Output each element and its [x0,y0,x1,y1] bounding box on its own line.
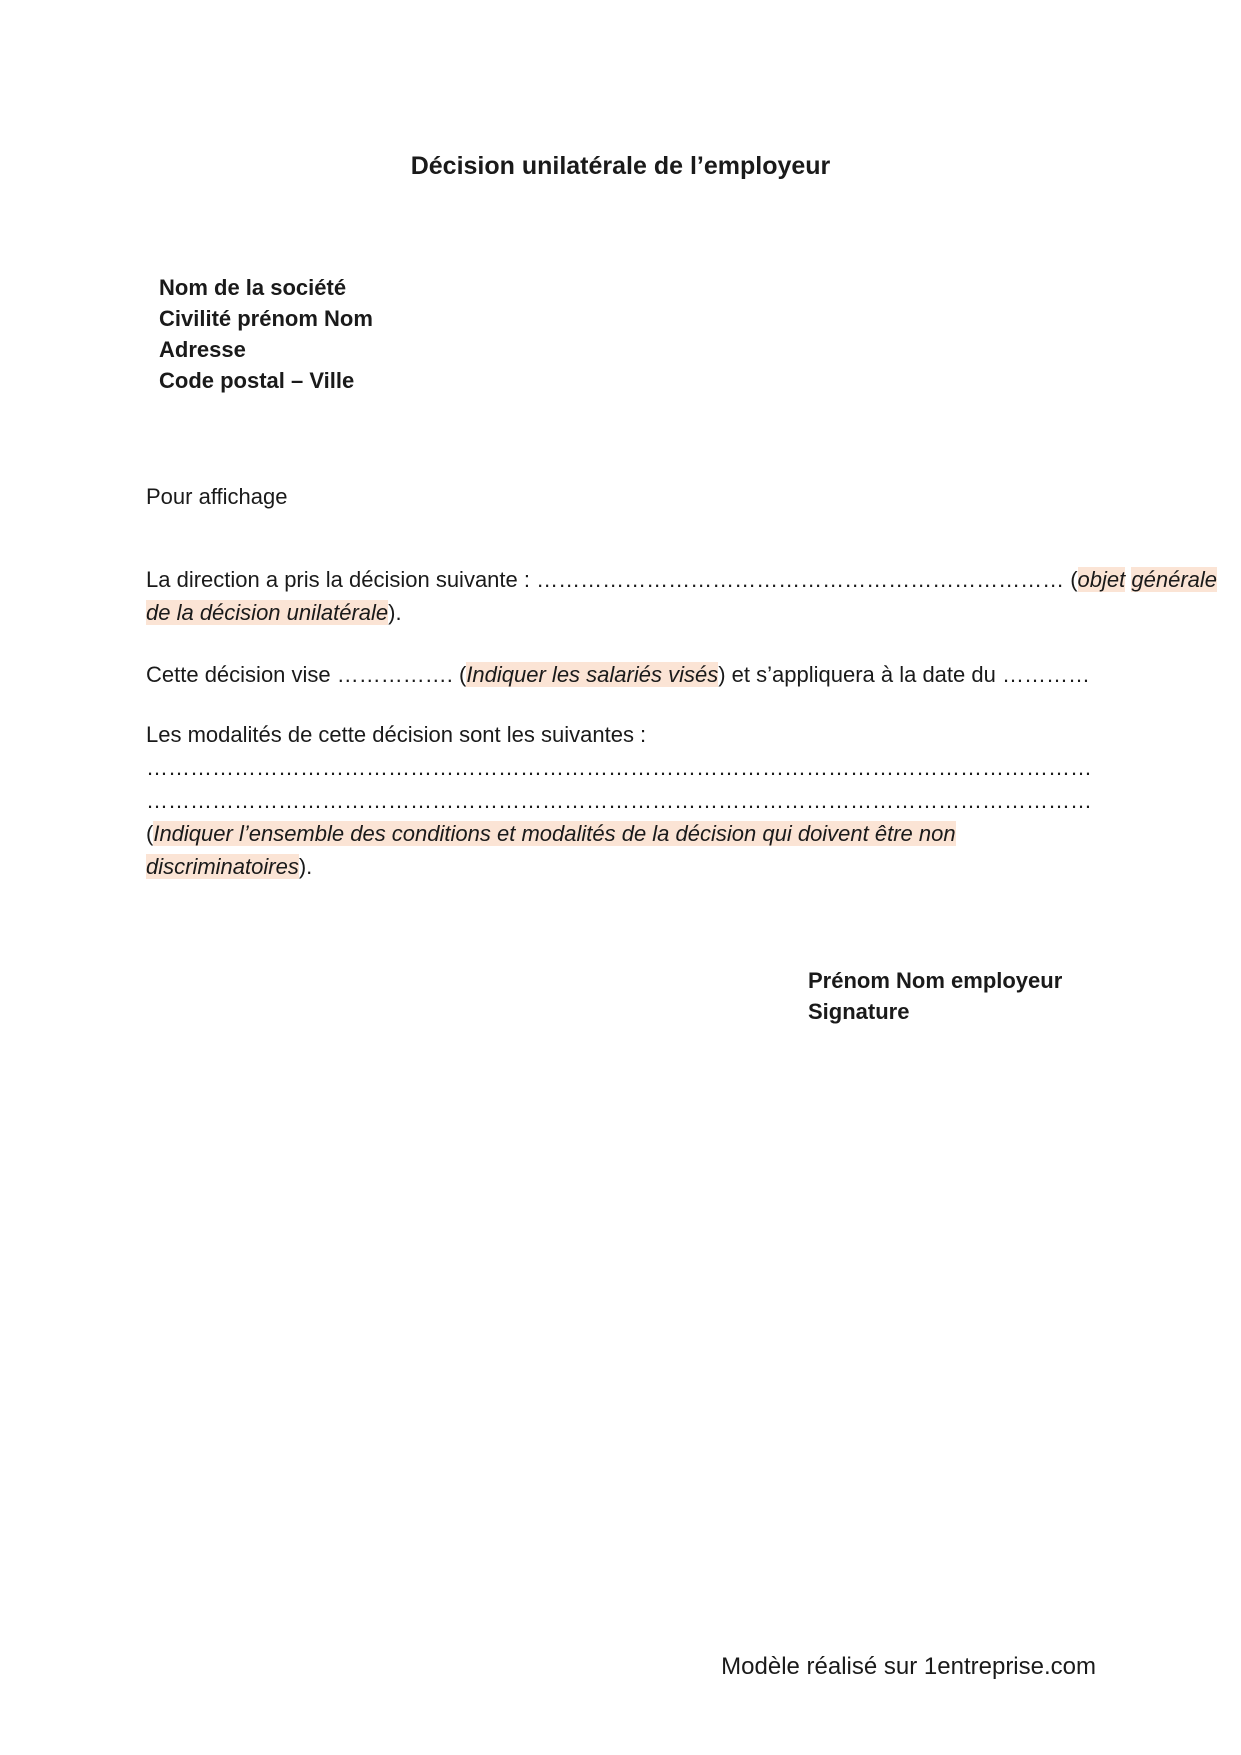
posting-note [146,480,1096,513]
company-address-block [159,272,373,396]
paragraph-decision [146,563,1218,629]
address-street: Adresse [159,337,246,362]
modalities-intro: Les modalités de cette décision sont les suivantes : [146,722,647,747]
signature-label: Signature [808,999,910,1024]
scope-text: Cette décision vise ……………. ( [146,662,467,687]
modalities-dots-line-2: ………………………………………………………………………………………………………………… [146,788,1092,813]
scope-date-text: ) et s’appliquera à la date du ………… [718,662,1090,687]
modalities-dots-line-1: ………………………………………………………………………………………………………………… [146,755,1092,780]
modalities-note-line1: (Indiquer l’ensemble des conditions et modalités de la décision qui doivent être non [146,821,956,846]
placeholder-discriminatoires: discriminatoires [146,854,299,879]
placeholder-generale: générale [1131,567,1218,592]
placeholder-decision-unilaterale: de la décision unilatérale [146,600,389,625]
decision-text: La direction a pris la décision suivante : ……………………………………………………………… ( [146,567,1078,592]
address-city: Code postal – Ville [159,368,355,393]
contact-name: Civilité prénom Nom [159,306,373,331]
paragraph-scope [146,658,1096,691]
company-name: Nom de la société [159,275,347,300]
posting-text: Pour affichage [146,484,288,509]
paragraph-decision-line1 [146,563,1218,596]
footer-credit: Modèle réalisé sur 1entreprise.com [721,1653,1096,1680]
paragraph-modalities [146,718,1096,883]
paragraph-decision-line2: de la décision unilatérale). [146,600,402,625]
placeholder-objet: objet [1077,567,1126,592]
document-title: Décision unilatérale de l’employeur [410,152,831,180]
employer-name: Prénom Nom employeur [808,968,1063,993]
signature-block [808,965,1062,1027]
modalities-note-line2: discriminatoires). [146,854,313,879]
placeholder-conditions: Indiquer l’ensemble des conditions et modalités de la décision qui doivent être non [153,821,956,846]
placeholder-salaries: Indiquer les salariés visés [466,662,719,687]
